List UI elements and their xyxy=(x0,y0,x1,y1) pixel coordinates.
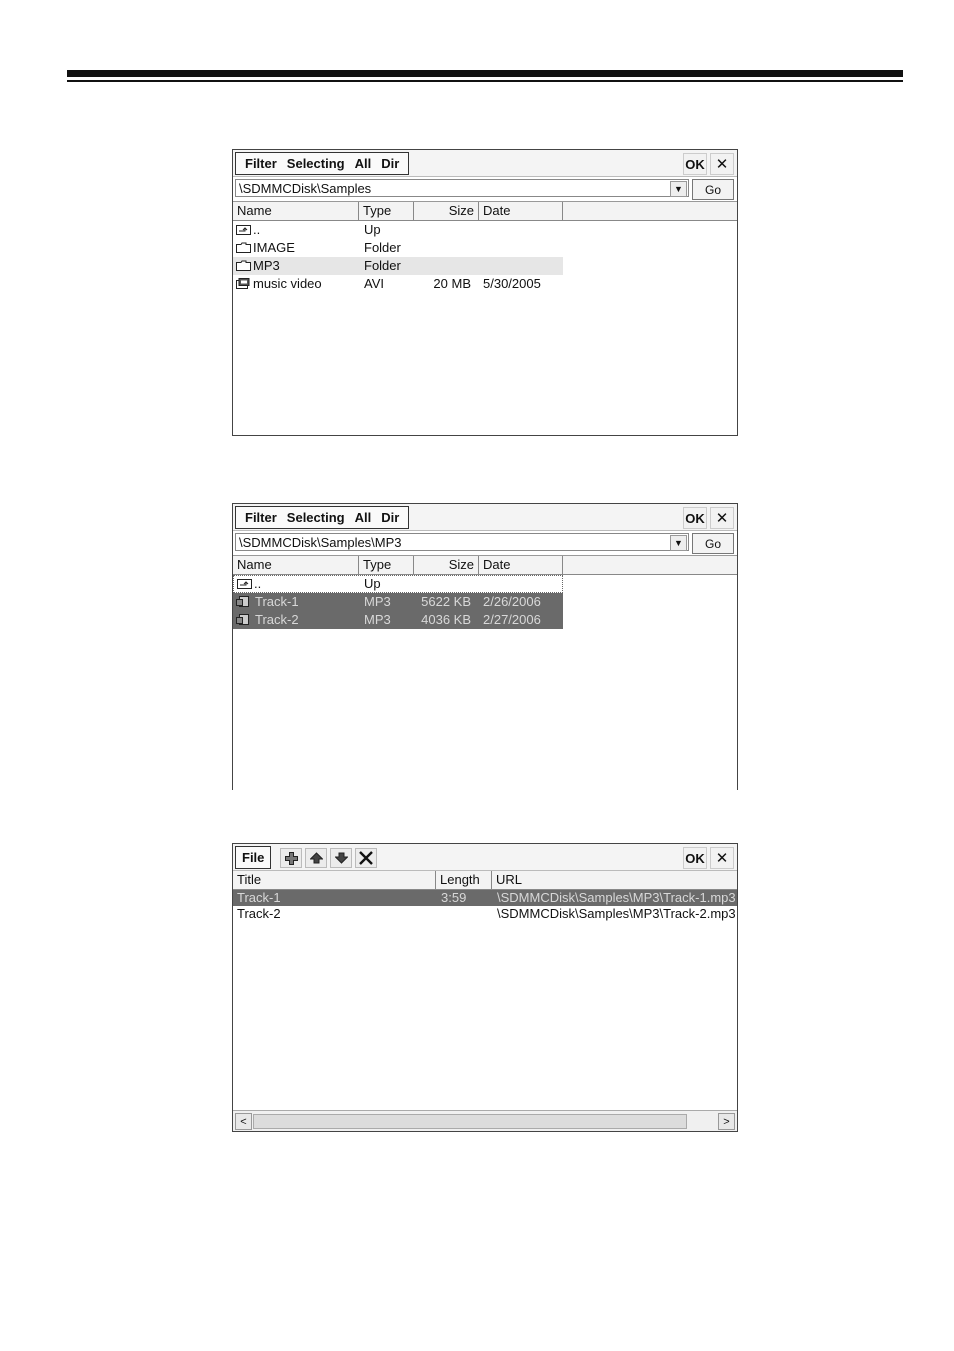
file-size: 4036 KB xyxy=(421,612,471,627)
move-down-icon[interactable] xyxy=(330,848,352,868)
list-item[interactable] xyxy=(233,593,563,611)
scroll-left-icon[interactable]: < xyxy=(235,1113,252,1130)
menu-filter[interactable]: Filter xyxy=(245,156,277,171)
list-item[interactable] xyxy=(233,275,563,293)
column-header-title[interactable]: Title xyxy=(233,871,436,889)
path-bar xyxy=(233,177,737,202)
file-menu-button[interactable]: File xyxy=(235,846,271,869)
list-item[interactable] xyxy=(233,257,563,275)
path-input[interactable]: \SDMMCDisk\Samples xyxy=(235,179,689,197)
column-header-type[interactable]: Type xyxy=(359,556,414,574)
list-item[interactable] xyxy=(233,890,737,906)
list-item[interactable] xyxy=(233,221,563,239)
file-size: 5622 KB xyxy=(421,594,471,609)
menu-all[interactable]: All xyxy=(354,156,372,171)
column-header-size[interactable]: Size xyxy=(414,556,479,574)
close-icon[interactable]: ✕ xyxy=(710,507,734,529)
track-length: 3:59 xyxy=(441,890,467,905)
track-url: \SDMMCDisk\Samples\MP3\Track-1.mp3 xyxy=(497,890,736,905)
menu-dir[interactable]: Dir xyxy=(381,156,400,171)
go-button[interactable]: Go xyxy=(692,179,734,200)
video-file-icon xyxy=(236,278,251,289)
toolbar xyxy=(233,504,737,531)
file-type: Folder xyxy=(364,240,401,255)
delete-icon[interactable] xyxy=(355,848,377,868)
file-type: MP3 xyxy=(364,612,391,627)
path-input[interactable]: \SDMMCDisk\Samples\MP3 xyxy=(235,533,689,551)
audio-file-icon xyxy=(236,596,251,607)
close-icon[interactable]: ✕ xyxy=(710,847,734,869)
file-browser-window-mp3 xyxy=(232,503,738,790)
list-header xyxy=(233,871,737,890)
list-item[interactable] xyxy=(233,906,737,922)
scroll-thumb[interactable] xyxy=(253,1114,687,1129)
file-date: 5/30/2005 xyxy=(483,276,541,291)
column-header-name[interactable]: Name xyxy=(233,202,359,220)
go-button[interactable]: Go xyxy=(692,533,734,554)
file-type: MP3 xyxy=(364,594,391,609)
file-name: .. xyxy=(254,576,262,591)
file-type: AVI xyxy=(364,276,384,291)
path-bar xyxy=(233,531,737,556)
audio-file-icon xyxy=(236,614,251,625)
chevron-down-icon[interactable]: ▼ xyxy=(670,535,687,551)
file-list xyxy=(233,575,737,629)
file-name: music video xyxy=(253,276,322,291)
file-size: 20 MB xyxy=(433,276,471,291)
list-item[interactable] xyxy=(233,575,563,593)
file-date: 2/26/2006 xyxy=(483,594,541,609)
file-type: Up xyxy=(364,222,381,237)
chevron-down-icon[interactable]: ▼ xyxy=(670,181,687,197)
list-header xyxy=(233,202,737,221)
menu-all[interactable]: All xyxy=(354,510,372,525)
ok-button[interactable]: OK xyxy=(683,507,707,529)
file-name: MP3 xyxy=(253,258,280,273)
ok-button[interactable]: OK xyxy=(683,153,707,175)
column-header-length[interactable]: Length xyxy=(436,871,492,889)
toolbar xyxy=(233,150,737,177)
list-item[interactable] xyxy=(233,239,563,257)
up-folder-icon xyxy=(236,224,251,235)
column-header-url[interactable]: URL xyxy=(496,872,523,887)
playlist-window xyxy=(232,843,738,1132)
menu-bar xyxy=(235,506,409,529)
top-rule-thin xyxy=(67,80,903,82)
list-header xyxy=(233,556,737,575)
move-up-icon[interactable] xyxy=(305,848,327,868)
up-folder-icon xyxy=(237,578,252,589)
playlist xyxy=(233,890,737,922)
menu-bar xyxy=(235,152,409,175)
file-browser-window-samples xyxy=(232,149,738,436)
column-header-name[interactable]: Name xyxy=(233,556,359,574)
file-name: .. xyxy=(253,222,261,237)
menu-dir[interactable]: Dir xyxy=(381,510,400,525)
file-type: Up xyxy=(364,576,381,591)
track-url: \SDMMCDisk\Samples\MP3\Track-2.mp3 xyxy=(497,906,736,921)
menu-selecting[interactable]: Selecting xyxy=(286,510,345,525)
column-header-size[interactable]: Size xyxy=(414,202,479,220)
track-title: Track-1 xyxy=(237,890,281,905)
file-name: Track-1 xyxy=(255,594,299,609)
file-type: Folder xyxy=(364,258,401,273)
column-header-date[interactable]: Date xyxy=(479,556,563,574)
column-header-date[interactable]: Date xyxy=(479,202,563,220)
folder-icon xyxy=(236,260,251,271)
menu-filter[interactable]: Filter xyxy=(245,510,277,525)
horizontal-scrollbar[interactable] xyxy=(233,1110,737,1131)
file-name: IMAGE xyxy=(253,240,295,255)
file-date: 2/27/2006 xyxy=(483,612,541,627)
toolbar xyxy=(233,844,737,871)
top-rule xyxy=(67,70,903,77)
list-item[interactable] xyxy=(233,611,563,629)
file-list xyxy=(233,221,737,293)
track-title: Track-2 xyxy=(237,906,281,921)
folder-icon xyxy=(236,242,251,253)
scroll-right-icon[interactable]: > xyxy=(718,1113,735,1130)
close-icon[interactable]: ✕ xyxy=(710,153,734,175)
menu-selecting[interactable]: Selecting xyxy=(286,156,345,171)
column-header-type[interactable]: Type xyxy=(359,202,414,220)
ok-button[interactable]: OK xyxy=(683,847,707,869)
file-name: Track-2 xyxy=(255,612,299,627)
add-icon[interactable] xyxy=(280,848,302,868)
